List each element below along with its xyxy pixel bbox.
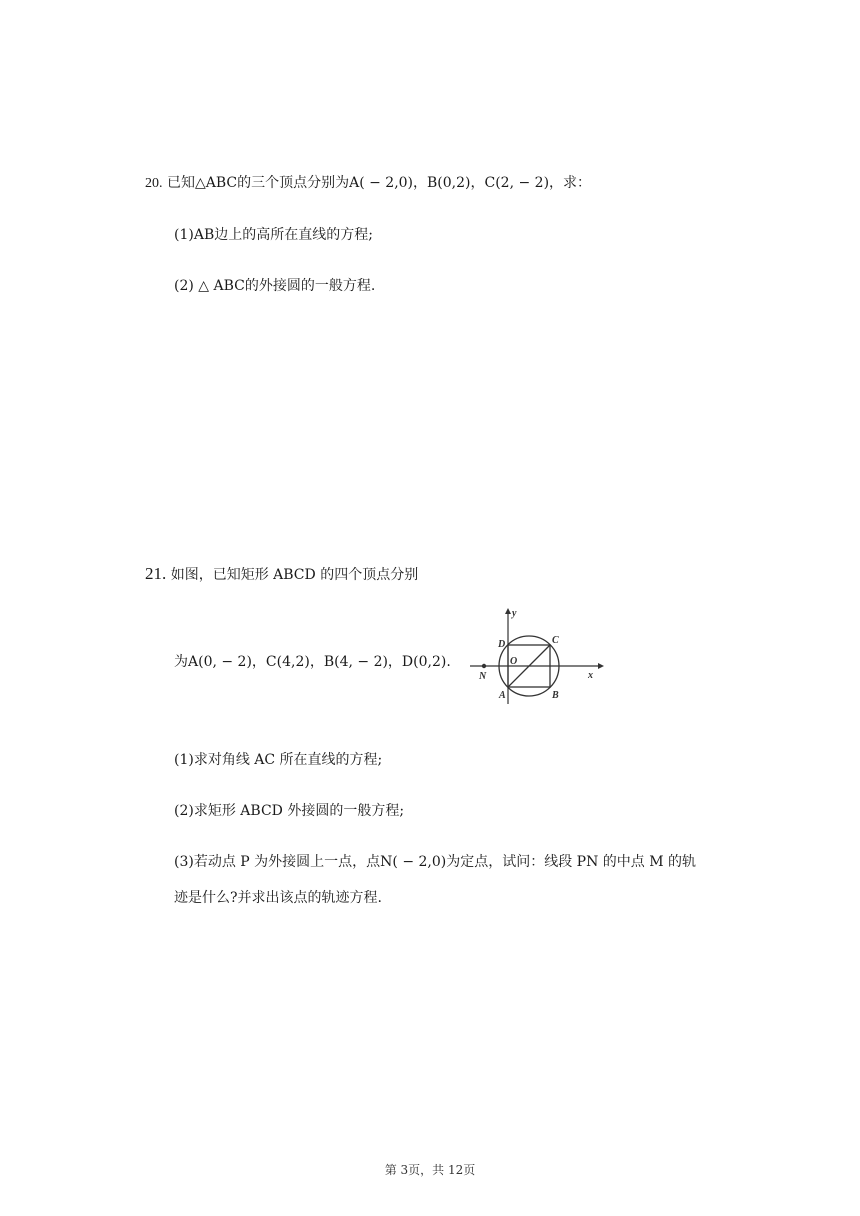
point-n-label: N: [479, 671, 487, 682]
point-b-label: B: [552, 690, 559, 701]
q21-part3-line2: 迹是什么?并求出该点的轨迹方程.: [174, 890, 382, 906]
q21-stem-line1: [145, 564, 418, 585]
point-c-label: C: [552, 635, 559, 646]
rectangle-circle-figure: [466, 604, 606, 708]
q21-part1: (1)求对角线 AC 所在直线的方程;: [174, 752, 383, 768]
q21-stem-line1-text: 如图，已知矩形 ABCD 的四个顶点分别: [170, 567, 419, 583]
y-axis-arrow: [505, 608, 511, 614]
q21-number: 21.: [145, 564, 167, 583]
point-a-label: A: [499, 690, 506, 701]
q20-part2: (2) △ ABC的外接圆的一般方程.: [174, 278, 376, 294]
q20-stem: [145, 173, 591, 194]
q21-part3-line1: (3)若动点 P 为外接圆上一点，点N( − 2,0)为定点，试问：线段 PN 的中点 M 的轨: [174, 854, 697, 870]
q20-part1: (1)AB边上的高所在直线的方程;: [174, 227, 373, 243]
q21-part2: (2)求矩形 ABCD 外接圆的一般方程;: [174, 803, 405, 819]
point-d-label: D: [498, 639, 506, 650]
q21-stem-line2: 为A(0, − 2)，C(4,2)，B(4, − 2)，D(0,2).: [174, 654, 451, 670]
q20-stem-text: 已知△ABC的三个顶点分别为A( − 2,0)，B(0,2)，C(2, − 2)，求：: [166, 175, 592, 191]
axis-x-label: x: [588, 670, 593, 681]
origin-label: O: [510, 656, 518, 667]
point-n-dot: [482, 664, 486, 668]
q20-number: 20.: [145, 176, 163, 191]
axis-y-label: y: [512, 608, 517, 619]
page-number-footer: 第 3页，共 12页: [384, 1163, 476, 1177]
x-axis-arrow: [598, 663, 604, 669]
